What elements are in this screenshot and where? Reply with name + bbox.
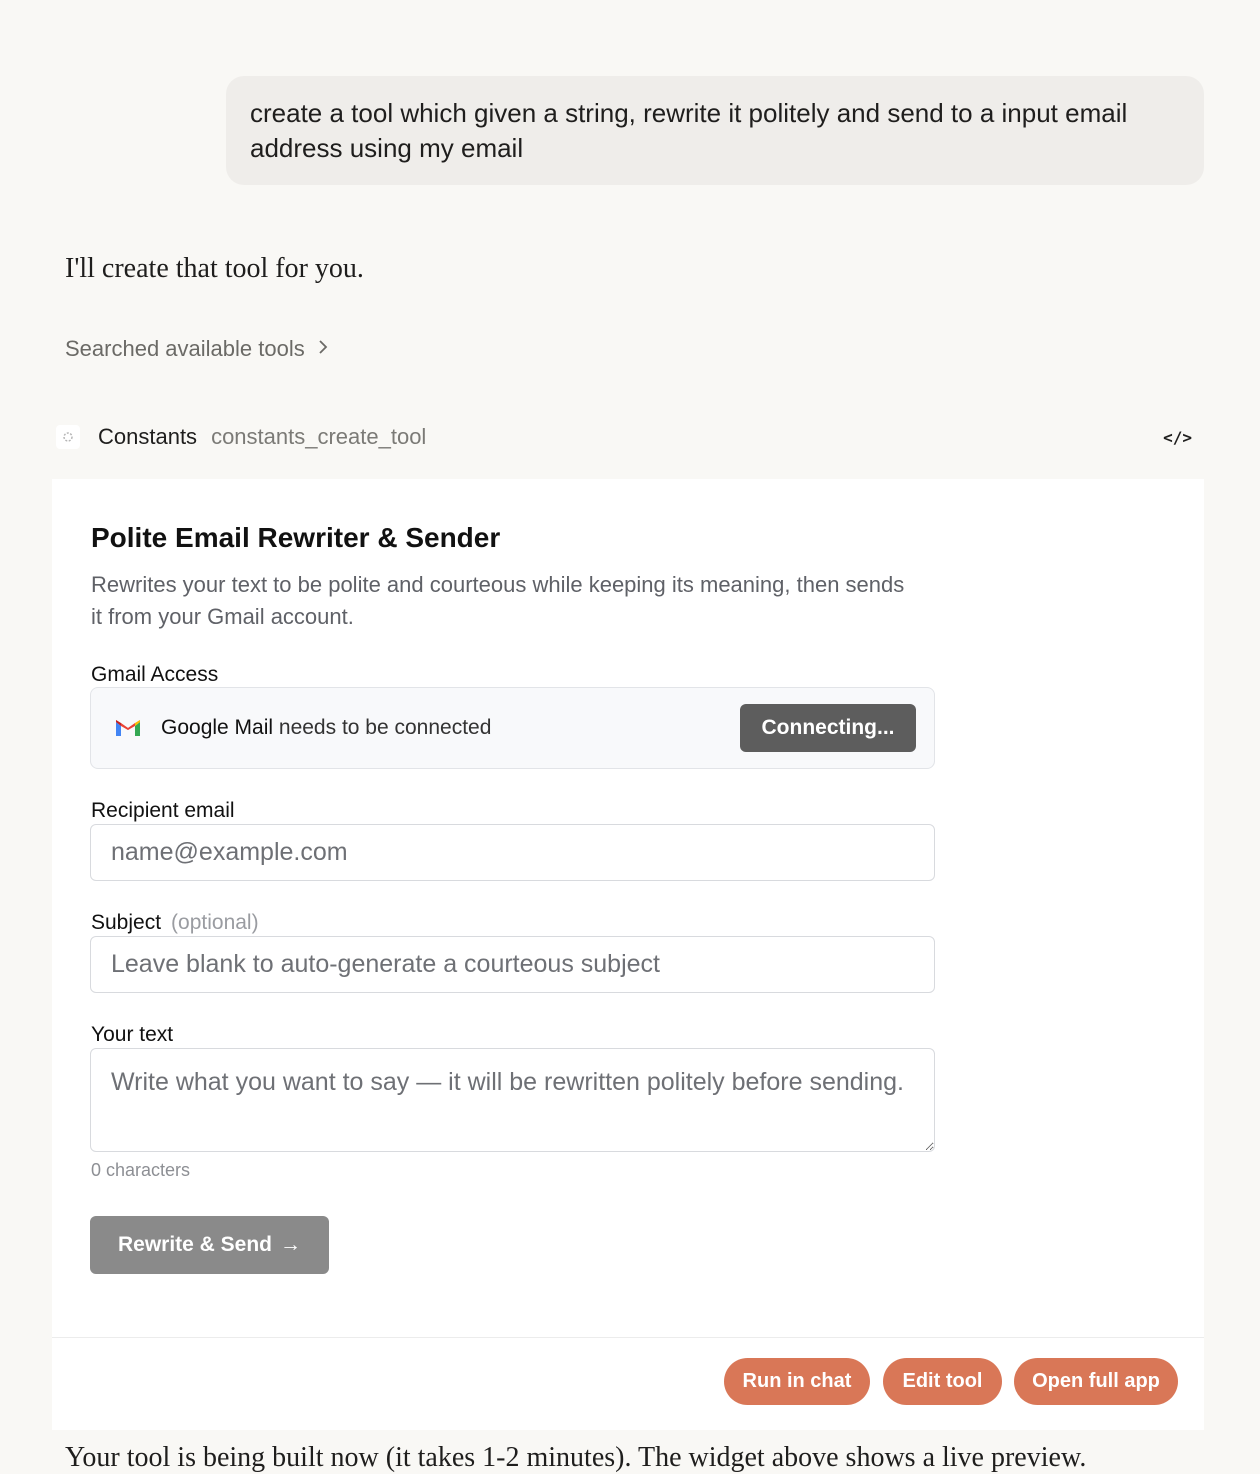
constants-logo-icon [56,425,80,449]
subject-input[interactable] [90,936,935,993]
gmail-access-label: Gmail Access [91,663,219,686]
user-message-text: create a tool which given a string, rewrite it politely and send to a input email address using my email [250,98,1128,163]
searched-tools-toggle[interactable] [65,336,329,362]
tool-widget-card [52,479,1204,1430]
your-text-label: Your text [91,1023,174,1046]
connect-gmail-button[interactable]: Connecting... [740,704,916,752]
card-footer-divider [52,1337,1204,1338]
rewrite-send-label: Rewrite & Send [117,1233,273,1256]
gmail-status-suffix: needs to be connected [273,716,492,739]
user-message-bubble [226,76,1204,185]
tool-provider-name: Constants [98,424,198,449]
run-in-chat-button[interactable]: Run in chat [724,1358,870,1405]
searched-tools-label: Searched available tools [65,336,305,361]
code-view-icon[interactable]: </> [1163,427,1192,447]
subject-label-text: Subject [91,911,162,934]
edit-tool-button[interactable]: Edit tool [883,1358,1002,1405]
widget-title: Polite Email Rewriter & Sender [91,522,501,553]
your-text-textarea[interactable] [90,1048,935,1152]
recipient-email-input[interactable] [90,824,935,881]
gmail-icon [115,718,141,738]
gmail-connection-box [90,687,935,769]
widget-description: Rewrites your text to be polite and courteous while keeping its meaning, then sends it from your Gmail account. [91,572,905,629]
arrow-right-icon: → [280,1233,302,1256]
gmail-status-text [161,716,491,740]
assistant-followup-text: Your tool is being built now (it takes 1-2 minutes). The widget above shows a live preview. [65,1442,1087,1473]
tool-id: constants_create_tool [211,424,427,449]
character-count: 0 characters [91,1160,191,1180]
subject-label [91,911,259,935]
assistant-intro: I'll create that tool for you. [65,253,364,284]
recipient-email-label: Recipient email [91,799,235,822]
tool-call-header [56,420,1204,454]
subject-optional-tag: (optional) [171,911,259,934]
open-full-app-button[interactable]: Open full app [1014,1358,1178,1405]
chevron-right-icon [317,338,329,361]
gmail-service-name: Google Mail [161,716,274,739]
rewrite-send-button[interactable] [90,1216,329,1274]
